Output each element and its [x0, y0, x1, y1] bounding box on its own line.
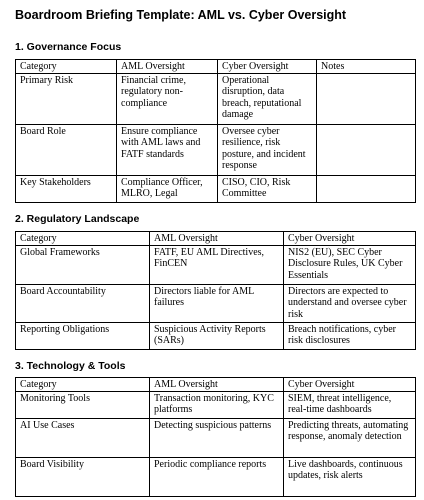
- table-cell: Live dashboards, continuous updates, risk alerts: [284, 457, 416, 496]
- document-title: Boardroom Briefing Template: AML vs. Cyber Oversight: [15, 8, 347, 22]
- table-cell: Predicting threats, automating response, anomaly detection: [284, 418, 416, 457]
- section-heading-technology: 3. Technology & Tools: [15, 360, 126, 372]
- table-cell: Periodic compliance reports: [150, 457, 284, 496]
- header-cell: Category: [16, 60, 117, 74]
- table-cell: Ensure compliance with AML laws and FATF standards: [117, 124, 218, 175]
- table-cell: Breach notifications, cyber risk disclosures: [284, 322, 416, 349]
- table-row: [16, 175, 416, 202]
- table-cell: Detecting suspicious patterns: [150, 418, 284, 457]
- table-cell: [317, 175, 416, 202]
- table-cell: Oversee cyber resilience, risk posture, and incident response: [218, 124, 317, 175]
- table-cell: Directors are expected to understand and oversee cyber risk: [284, 284, 416, 322]
- table-header-row: [16, 232, 416, 246]
- table-cell: Key Stakeholders: [16, 175, 117, 202]
- header-cell: Category: [16, 232, 150, 246]
- table-cell: SIEM, threat intelligence, real-time dashboards: [284, 391, 416, 418]
- header-cell: AML Oversight: [150, 378, 284, 392]
- header-cell: AML Oversight: [117, 60, 218, 74]
- table-row: [16, 124, 416, 175]
- table-cell: [317, 73, 416, 124]
- table-cell: AI Use Cases: [16, 418, 150, 457]
- table-header-row: [16, 60, 416, 74]
- header-cell: AML Oversight: [150, 232, 284, 246]
- table-row: [16, 73, 416, 124]
- table-cell: Transaction monitoring, KYC platforms: [150, 391, 284, 418]
- header-cell: Cyber Oversight: [218, 60, 317, 74]
- header-cell: Notes: [317, 60, 416, 74]
- table-cell: Directors liable for AML failures: [150, 284, 284, 322]
- table-cell: Financial crime, regulatory non-compliance: [117, 73, 218, 124]
- table-row: [16, 418, 416, 457]
- table-cell: FATF, EU AML Directives, FinCEN: [150, 245, 284, 284]
- governance-table: [15, 59, 416, 203]
- table-cell: Operational disruption, data breach, reputational damage: [218, 73, 317, 124]
- table-row: [16, 457, 416, 496]
- table-cell: Suspicious Activity Reports (SARs): [150, 322, 284, 349]
- section-heading-governance: 1. Governance Focus: [15, 41, 122, 53]
- table-cell: CISO, CIO, Risk Committee: [218, 175, 317, 202]
- table-cell: Compliance Officer, MLRO, Legal: [117, 175, 218, 202]
- regulatory-table: [15, 231, 416, 350]
- header-cell: Category: [16, 378, 150, 392]
- table-row: [16, 284, 416, 322]
- table-cell: Board Role: [16, 124, 117, 175]
- technology-table: [15, 377, 416, 497]
- table-cell: Board Accountability: [16, 284, 150, 322]
- table-cell: Reporting Obligations: [16, 322, 150, 349]
- table-row: [16, 391, 416, 418]
- table-header-row: [16, 378, 416, 392]
- table-cell: Monitoring Tools: [16, 391, 150, 418]
- table-row: [16, 322, 416, 349]
- table-cell: [317, 124, 416, 175]
- table-cell: NIS2 (EU), SEC Cyber Disclosure Rules, UK Cyber Essentials: [284, 245, 416, 284]
- section-heading-regulatory: 2. Regulatory Landscape: [15, 213, 140, 225]
- header-cell: Cyber Oversight: [284, 232, 416, 246]
- table-cell: Global Frameworks: [16, 245, 150, 284]
- table-cell: Board Visibility: [16, 457, 150, 496]
- table-cell: Primary Risk: [16, 73, 117, 124]
- header-cell: Cyber Oversight: [284, 378, 416, 392]
- table-row: [16, 245, 416, 284]
